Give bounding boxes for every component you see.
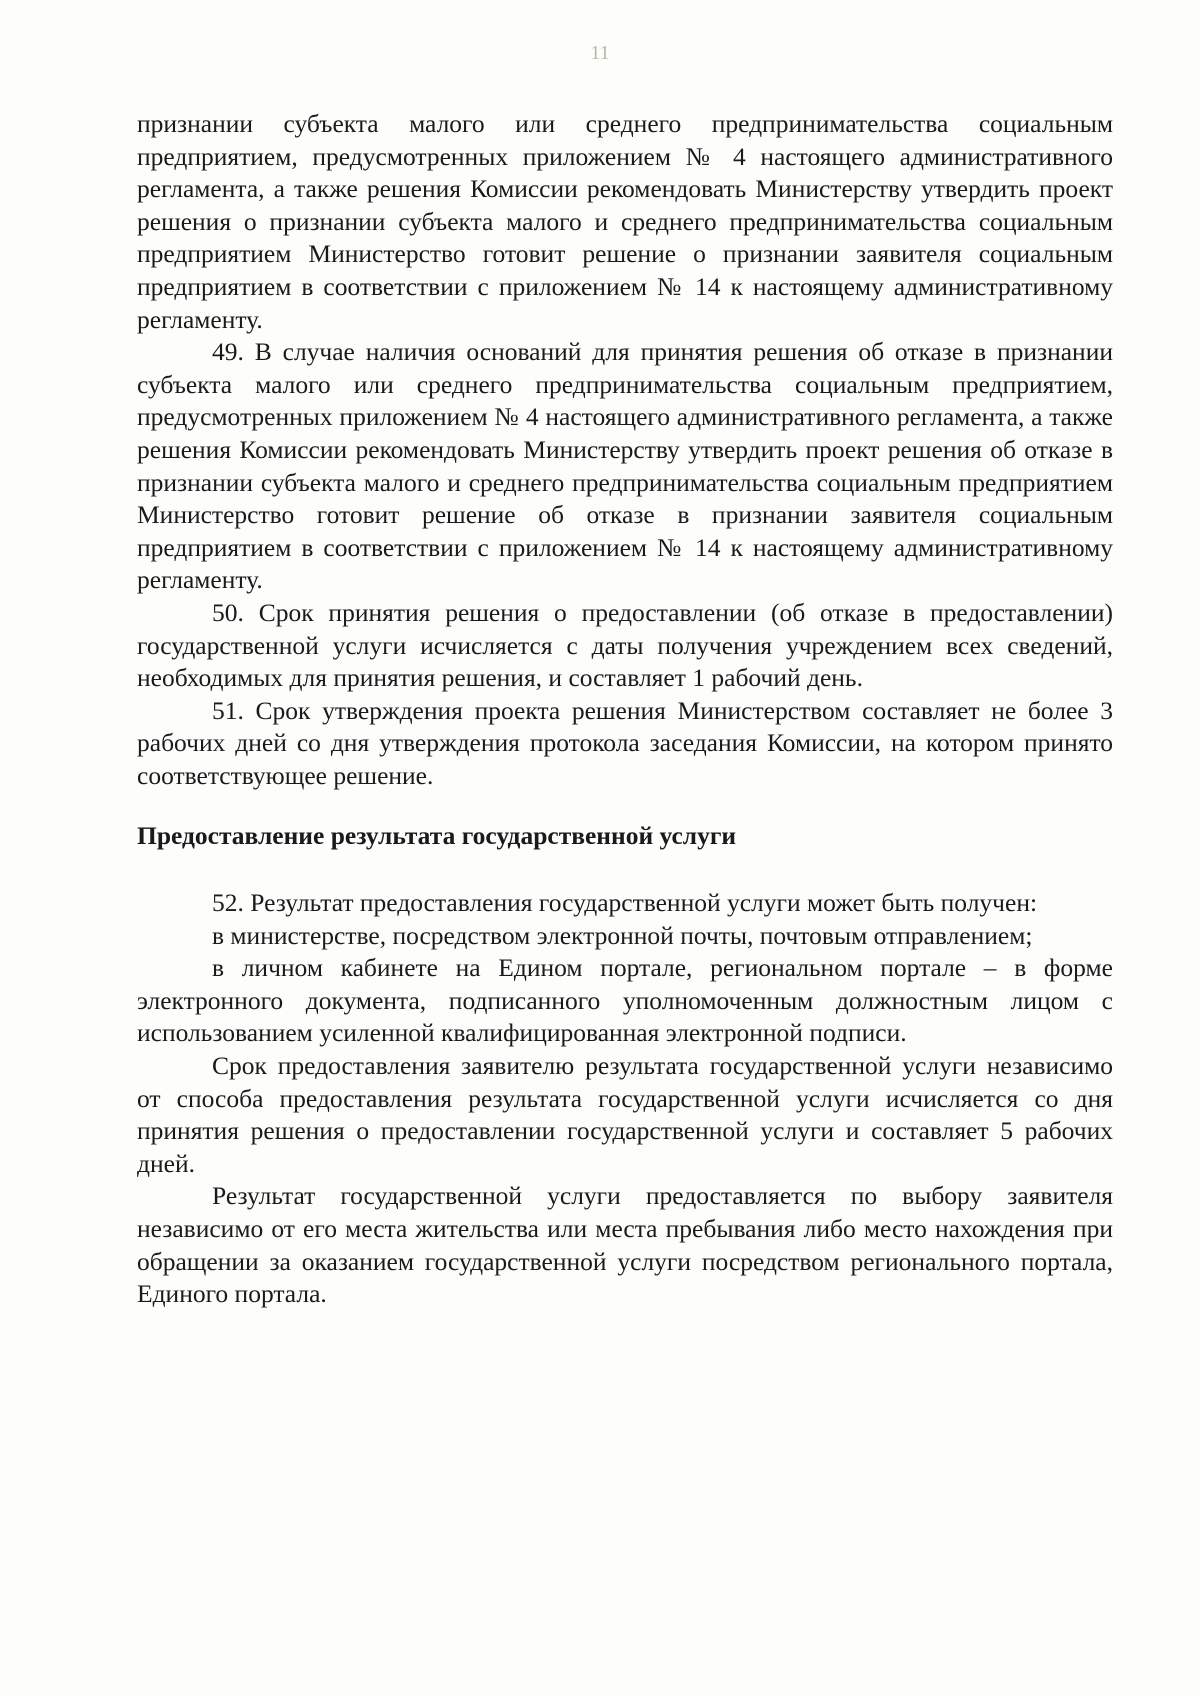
paragraph-52: 52. Результат предоставления государственной услуги может быть получен: [212,888,1038,918]
paragraph-51: 51. Срок утверждения проекта решения Министерством составляет не более 3 рабочих дней со дня утверждения протокола заседания Комиссии, на котором принято соответствующее решение. [137,695,1113,790]
paragraph-result-delivery: Результат государственной услуги предоставляется по выбору заявителя независимо от его места жительства или места пребывания либо место нахождения при обращении за оказанием государственной услуги посредством регионального портала, Единого портала. [137,1181,1113,1309]
section-heading: Предоставление результата государственной услуги [137,821,737,851]
paragraph-50: 50. Срок принятия решения о предоставлении (об отказе в предоставлении) государственной услуги исчисляется с даты получения учреждением всех сведений, необходимых для принятия решения, и составляет 1 рабочий день. [137,597,1113,693]
paragraph-52-option-ministry: в министерстве, посредством электронной почты, почтовым отправлением; [212,920,1033,950]
paragraph-48-continuation: признании субъекта малого или среднего предпринимательства социальным предприятием, предусмотренных приложением № 4 настоящего административного регламента, а также решения Комиссии рекомендовать Министерству утвердить проект решения о признании субъекта малого и среднего предпринимательства социальным предприятием Министерство готовит решение о признании заявителя социальным предприятием в соответствии с приложением № 14 к настоящему административному регламенту. [137,109,1113,334]
paragraph-52-option-portal: в личном кабинете на Едином портале, региональном портале – в форме электронного документа, подписанного уполномоченным должностным лицом с использованием усиленной квалифицированная электронной подписи. [137,953,1113,1048]
document-body [137,108,1113,1311]
paragraph-result-term: Срок предоставления заявителю результата государственной услуги независимо от способа предоставления результата государственной услуги исчисляется со дня принятия решения о предоставлении государственной услуги и составляет 5 рабочих дней. [137,1051,1113,1178]
page-number: 11 [590,42,610,64]
paragraph-49: 49. В случае наличия оснований для принятия решения об отказе в признании субъекта малого или среднего предпринимательства социальным предприятием, предусмотренных приложением № 4 настоящего административного регламента, а также решения Комиссии рекомендовать Министерству утвердить проект решения об отказе в признании субъекта малого и среднего предпринимательства социальным предприятием Министерство готовит решение об отказе в признании заявителя социальным предприятием в соответствии с приложением № 14 к настоящему административному регламенту. [137,337,1113,595]
